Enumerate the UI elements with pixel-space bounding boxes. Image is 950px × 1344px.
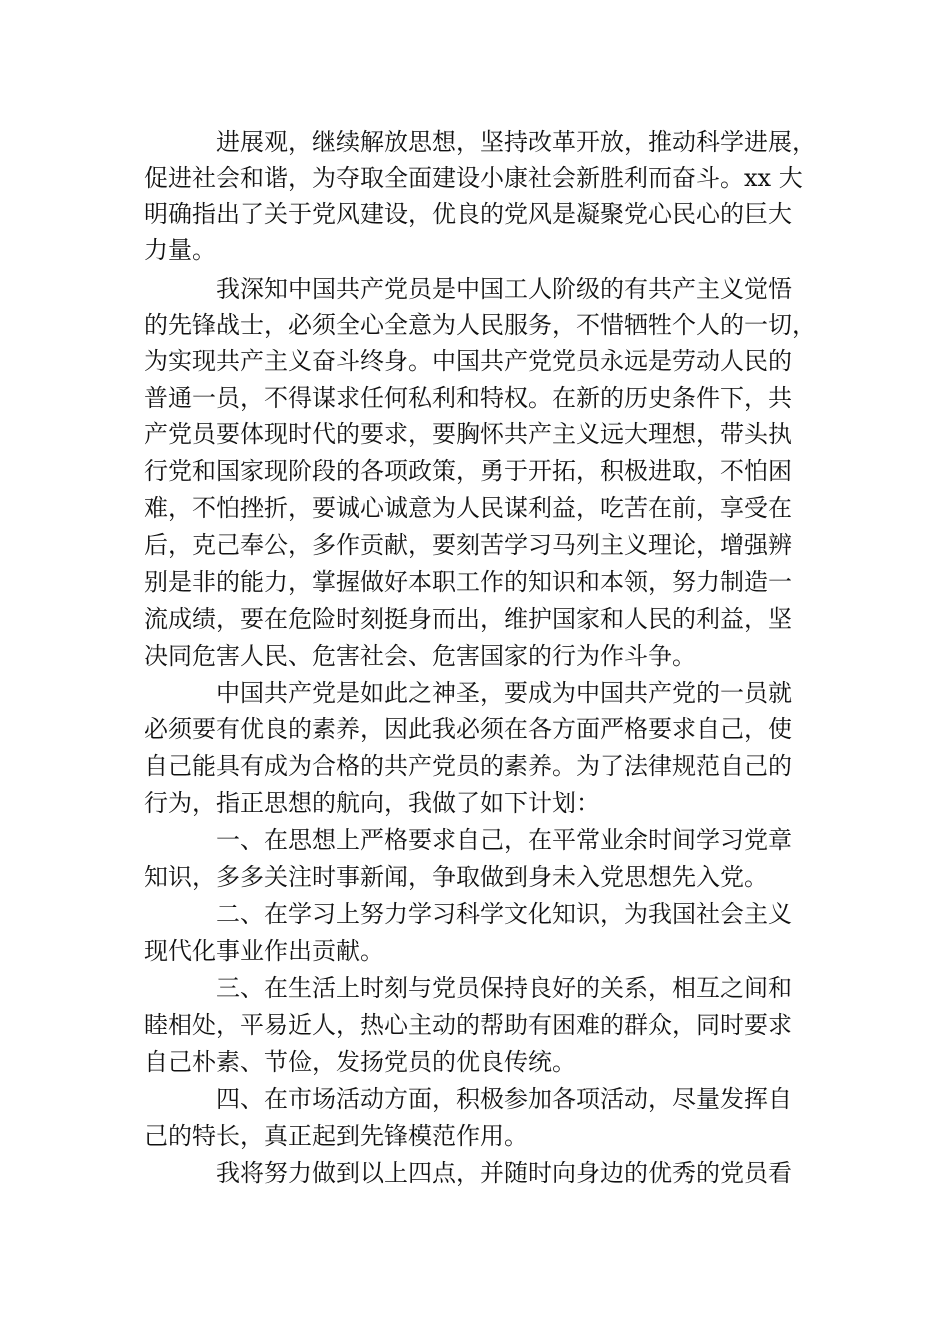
paragraph-start-line: 中国共产党是如此之神圣，要成为中国共产党的一员就 [216, 679, 792, 707]
text-line: 为实现共产主义奋斗终身。中国共产党党员永远是劳动人民的 [144, 347, 792, 375]
text-line: 决同危害人民、危害社会、危害国家的行为作斗争。 [144, 642, 696, 670]
paragraph-start-line: 我将努力做到以上四点，并随时向身边的优秀的党员看 [216, 1159, 792, 1187]
text-line: 现代化事业作出贡献。 [144, 937, 384, 965]
text-line: 力量。 [144, 236, 216, 264]
text-line: 必须要有优良的素养，因此我必须在各方面严格要求自己，使 [144, 715, 792, 743]
text-line: 别是非的能力，掌握做好本职工作的知识和本领，努力制造一 [144, 568, 792, 596]
text-line: 明确指出了关于党风建设，优良的党风是凝聚党心民心的巨大 [144, 200, 792, 228]
text-line: 行党和国家现阶段的各项政策，勇于开拓，积极进取，不怕困 [144, 457, 792, 485]
text-line: 难，不怕挫折，要诚心诚意为人民谋利益，吃苦在前，享受在 [144, 494, 792, 522]
plan-item-1-line: 一、在思想上严格要求自己，在平常业余时间学习党章 [216, 826, 792, 854]
text-line: 流成绩，要在危险时刻挺身而出，维护国家和人民的利益，坚 [144, 605, 792, 633]
text-line: 产党员要体现时代的要求，要胸怀共产主义远大理想，带头执 [144, 420, 792, 448]
text-line: 睦相处，平易近人，热心主动的帮助有困难的群众，同时要求 [144, 1011, 792, 1039]
paragraph-start-line: 我深知中国共产党员是中国工人阶级的有共产主义觉悟 [216, 275, 792, 303]
text-line: 的先锋战士，必须全心全意为人民服务，不惜牺牲个人的一切， [144, 311, 816, 339]
text-line: 后，克己奉公，多作贡献，要刻苦学习马列主义理论，增强辨 [144, 531, 792, 559]
plan-item-2-line: 二、在学习上努力学习科学文化知识，为我国社会主义 [216, 900, 792, 928]
text-line: 自己能具有成为合格的共产党员的素养。为了法律规范自己的 [144, 752, 792, 780]
text-line: 自己朴素、节俭，发扬党员的优良传统。 [144, 1048, 576, 1076]
text-line: 普通一员，不得谋求任何私利和特权。在新的历史条件下，共 [144, 384, 792, 412]
text-line: 进展观，继续解放思想，坚持改革开放，推动科学进展， [216, 128, 816, 156]
text-line: 知识，多多关注时事新闻，争取做到身未入党思想先入党。 [144, 863, 768, 891]
text-line: 促进社会和谐，为夺取全面建设小康社会新胜利而奋斗。xx 大 [144, 164, 803, 192]
plan-item-4-line: 四、在市场活动方面，积极参加各项活动，尽量发挥自 [216, 1085, 792, 1113]
text-line: 己的特长，真正起到先锋模范作用。 [144, 1122, 528, 1150]
text-line: 行为，指正思想的航向，我做了如下计划： [144, 789, 600, 817]
plan-item-3-line: 三、在生活上时刻与党员保持良好的关系，相互之间和 [216, 974, 792, 1002]
